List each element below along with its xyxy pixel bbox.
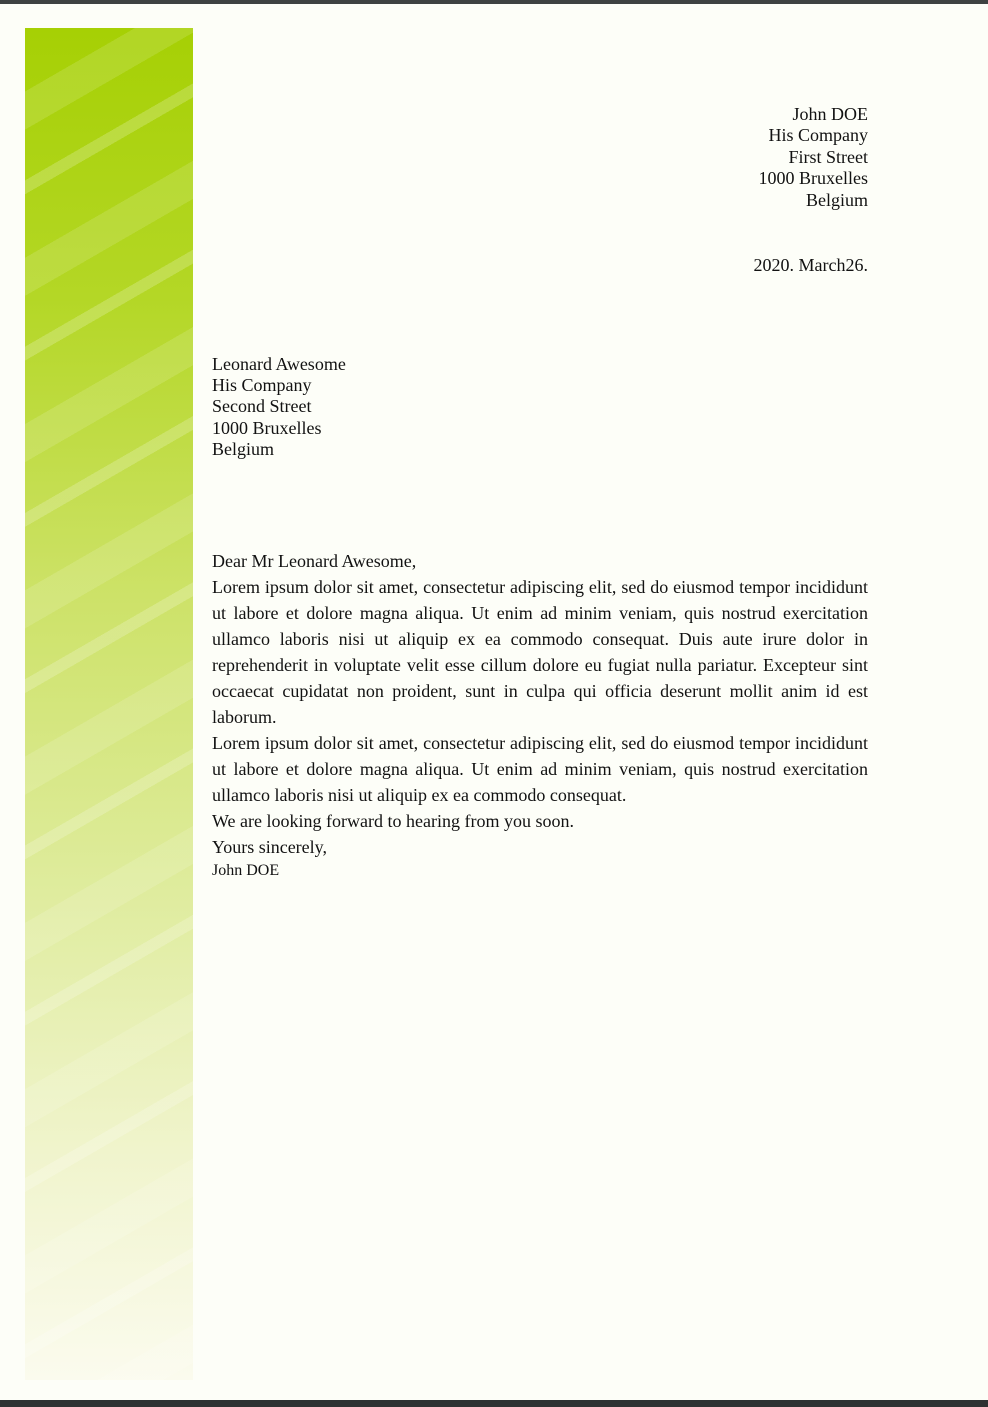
body-paragraph-1: Lorem ipsum dolor sit amet, consectetur adipiscing elit, sed do eiusmod tempor incididunt ut labore et dolore magna aliqua. Ut enim ad minim veniam, quis nostrud exercitation ullamco laboris nisi ut aliquip ex ea commodo consequat. Duis aute irure dolor in reprehenderit in voluptate velit esse cillum dolore eu fugiat nulla pariatur. Excepteur sint occaecat cupidatat non proident, sunt in culpa qui officia deserunt mollit anim id est laborum. bbox=[212, 577, 868, 727]
letter-body bbox=[212, 548, 868, 882]
valediction: Yours sincerely, bbox=[212, 837, 327, 857]
sender-city: 1000 Bruxelles bbox=[758, 168, 868, 189]
sender-street: First Street bbox=[788, 146, 868, 167]
page-top-border bbox=[0, 0, 988, 4]
sender-company: His Company bbox=[768, 125, 868, 146]
page-bottom-border bbox=[0, 1400, 988, 1407]
sender-name: John DOE bbox=[792, 104, 868, 124]
sender-country: Belgium bbox=[806, 189, 868, 210]
recipient-name: Leonard Awesome bbox=[212, 354, 346, 374]
sidebar-gradient-bar bbox=[25, 28, 193, 1380]
recipient-street: Second Street bbox=[212, 396, 312, 417]
sender-address-block bbox=[759, 104, 869, 211]
body-paragraph-2: Lorem ipsum dolor sit amet, consectetur adipiscing elit, sed do eiusmod tempor incididunt ut labore et dolore magna aliqua. Ut enim ad minim veniam, quis nostrud exercitation ullamco laboris nisi ut aliquip ex ea commodo consequat. bbox=[212, 733, 868, 805]
recipient-country: Belgium bbox=[212, 438, 274, 459]
recipient-address-block bbox=[212, 354, 346, 460]
recipient-company: His Company bbox=[212, 375, 312, 396]
recipient-city: 1000 Bruxelles bbox=[212, 417, 322, 438]
signature-name: John DOE bbox=[212, 862, 280, 879]
closing-line: We are looking forward to hearing from you soon. bbox=[212, 811, 574, 831]
salutation: Dear Mr Leonard Awesome, bbox=[212, 551, 417, 571]
letter-date: 2020. March26. bbox=[753, 255, 868, 275]
